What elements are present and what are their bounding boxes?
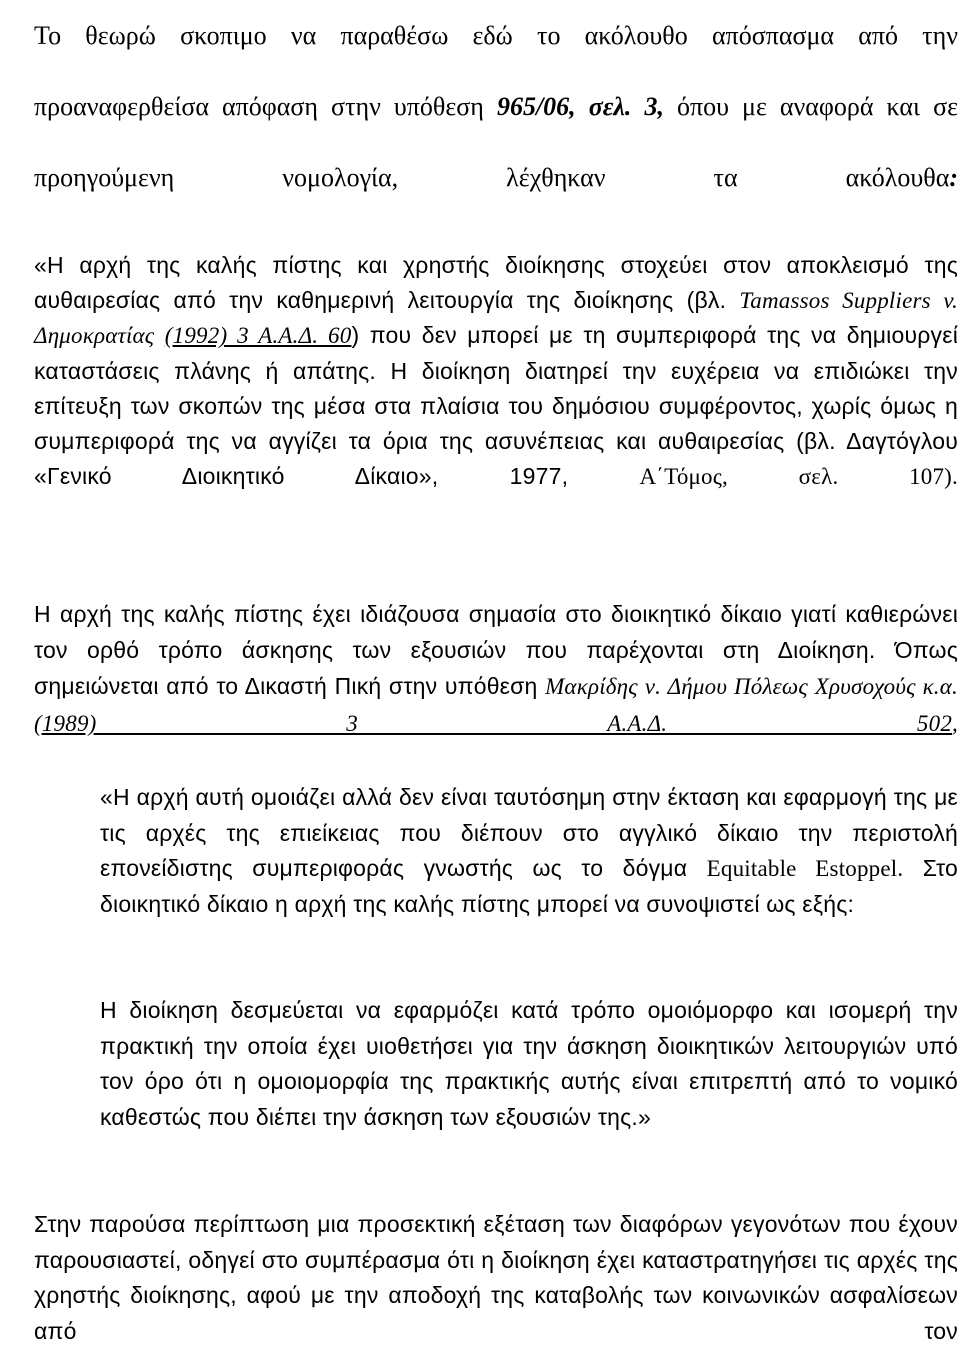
- indented-quote-1-text-continued: Στο διοικητικό δίκαιο η αρχή της καλής πίστης μπορεί να συνοψιστεί ως εξής:: [100, 855, 958, 917]
- quote-1-text: «Η αρχή της καλής πίστης και χρηστής διοίκησης στοχεύει στον αποκλεισμό της αυθαιρεσίας από την καθημερινή λειτουργία της διοίκησης (βλ.: [34, 252, 958, 314]
- indented-quote-2-text: Η διοίκηση δεσμεύεται να εφαρμόζει κατά τρόπο ομοιόμορφο και ισομερή την πρακτική την οποία έχει υιοθετήσει για την άσκηση διοικητικών λειτουργιών υπό τον όρο ότι η ομοιομορφία της πρακτικής αυτής είναι επιτρεπτή από το νομικό καθεστώς που διέπει την άσκηση των εξουσιών της.»: [100, 997, 958, 1130]
- case-name-tamassos: Tamassos Suppliers v. Δημοκρατίας: [34, 288, 958, 349]
- quote-1-text-continued: ) που δεν μπορεί με τη συμπεριφορά της να δημιουργεί καταστάσεις πλάνης ή απάτης. Η διοίκηση διατηρεί την ευχέρεια να επιδιώκει την επίτευξη των σκοπών της μέσα στα πλαίσια του δημόσιου συμφέροντος, χωρίς όμως η συμπεριφορά της να αγγίζει τα όρια της ασυνέπειας και αυθαιρεσίας (βλ. Δαγτόγλου «Γενικό Διοικητικό Δίκαιο», 1977,: [34, 322, 959, 490]
- citation-tamassos[interactable]: (1992) 3 Α.Α.Δ. 60: [164, 323, 352, 349]
- volume-reference: Α΄Τόμος, σελ. 107).: [639, 464, 958, 490]
- indented-quote-1-text: «Η αρχή αυτή ομοιάζει αλλά δεν είναι ταυτόσημη στην έκταση και εφαρμογή της με τις αρχές της επιείκειας που διέπουν στο αγγλικό δίκαιο την περιστολή επονείδιστης συμπεριφοράς γνωστής ως το δόγμα: [100, 784, 958, 881]
- indented-quote-1: [100, 780, 958, 922]
- indented-quote-2: [100, 993, 958, 1135]
- paragraph-conclusion: [34, 1207, 958, 1349]
- quote-paragraph-1: [34, 248, 958, 494]
- case-reference: 965/06, σελ. 3,: [496, 92, 664, 121]
- case-name-makridis: Μακρίδης ν. Δήμου Πόλεως Χρυσοχούς κ.α.: [545, 674, 958, 699]
- good-faith-text: Η αρχή της καλής πίστης έχει ιδιάζουσα σημασία στο διοικητικό δίκαιο γιατί καθιερώνει τον ορθό τρόπο άσκησης των εξουσιών που παρέχονται στη Διοίκηση. Όπως σημειώνεται από το Δικαστή Πική στην υπόθεση: [34, 601, 958, 699]
- trailing-comma: ,: [952, 711, 958, 736]
- paragraph-intro: [34, 0, 958, 213]
- equitable-estoppel: Equitable Estoppel.: [706, 856, 904, 881]
- intro-colon: :: [949, 163, 958, 192]
- intro-text: Το θεωρώ σκοπιμο να παραθέσω εδώ το ακόλουθο απόσπασμα από την προαναφερθείσα απόφαση στην υπόθεση: [34, 21, 958, 121]
- intro-text-continued: όπου με αναφορά και σε προηγούμενη νομολογία, λέχθηκαν τα ακόλουθα: [34, 92, 959, 192]
- space: [154, 322, 164, 348]
- paragraph-good-faith: [34, 596, 958, 742]
- conclusion-text: Στην παρούσα περίπτωση μια προσεκτική εξέταση των διαφόρων γεγονότων που έχουν παρουσιαστεί, οδηγεί στο συμπέρασμα ότι η διοίκηση έχει καταστρατηγήσει τις αρχές της χρηστής διοίκησης, αφού με την αποδοχή της καταβολής των κοινωνικών ασφαλίσεων από τον: [34, 1211, 958, 1344]
- citation-makridis[interactable]: (1989) 3 Α.Α.Δ. 502: [34, 711, 953, 736]
